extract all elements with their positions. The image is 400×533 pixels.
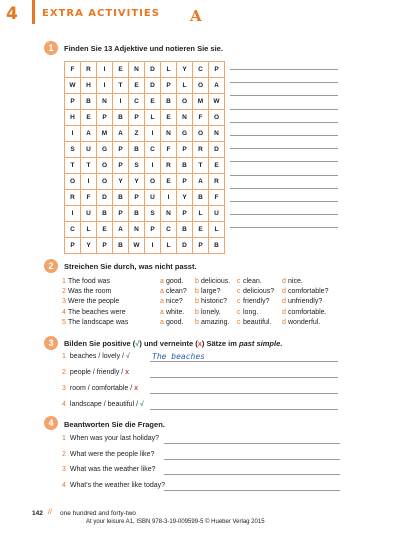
grid-cell: O [193, 78, 209, 94]
grid-cell: P [129, 190, 145, 206]
option-b[interactable]: delicious. [201, 278, 231, 285]
grid-cell: O [145, 174, 161, 190]
grid-cell: R [193, 142, 209, 158]
tick-mark: √ [125, 353, 130, 360]
grid-cell: P [129, 110, 145, 126]
grid-cell: E [161, 110, 177, 126]
grid-cell: B [113, 238, 129, 254]
grid-cell: N [209, 126, 225, 142]
footer-separator: // [48, 509, 52, 516]
handwritten-answer: The beaches [152, 352, 205, 361]
exercise-3-item [62, 369, 129, 376]
option-letter: c [237, 298, 241, 306]
option-d[interactable]: wonderful. [288, 318, 321, 326]
grid-row [65, 158, 225, 174]
grid-cell: B [129, 142, 145, 158]
grid-cell: F [193, 110, 209, 126]
exercise-4-instruction: Beantworten Sie die Fragen. [64, 420, 165, 429]
grid-cell: N [177, 110, 193, 126]
grid-cell: U [209, 206, 225, 222]
option-letter: a [160, 318, 164, 326]
grid-cell: B [209, 238, 225, 254]
option-a[interactable]: white. [166, 308, 185, 316]
item-number: 1 [62, 435, 66, 442]
answer-line[interactable] [230, 82, 338, 83]
grid-cell: E [129, 78, 145, 94]
item-number: 5 [62, 318, 66, 326]
grid-cell: A [81, 126, 97, 142]
option-letter: c [237, 288, 241, 296]
grid-cell: N [161, 126, 177, 142]
question-item [62, 435, 159, 442]
grid-cell: L [161, 238, 177, 254]
grid-cell: P [97, 238, 113, 254]
grid-cell: W [65, 78, 81, 94]
exercise-3-item [62, 401, 144, 408]
grid-cell: O [65, 174, 81, 190]
grid-cell: D [177, 238, 193, 254]
answer-line[interactable] [230, 188, 338, 189]
grid-cell: R [161, 158, 177, 174]
grid-cell: O [97, 158, 113, 174]
answer-line[interactable] [230, 122, 338, 123]
item-prompt: people / friendly / [69, 369, 126, 376]
option-b[interactable]: amazing. [201, 318, 230, 326]
grid-cell: U [145, 190, 161, 206]
grid-cell: I [145, 158, 161, 174]
item-number: 1 [62, 353, 66, 360]
question-item [62, 482, 165, 489]
answer-line[interactable] [150, 409, 338, 410]
grid-cell: H [65, 110, 81, 126]
exercise-number-3: 3 [44, 336, 58, 350]
grid-cell: P [209, 62, 225, 78]
grid-cell: I [145, 126, 161, 142]
copyright-line: At your leisure A1, ISBN 978-3-19-009599-5 © Hueber Verlag 2015 [86, 519, 265, 525]
grid-cell: N [161, 206, 177, 222]
answer-line[interactable] [230, 109, 338, 110]
option-b[interactable]: historic? [201, 298, 228, 306]
grid-cell: Y [81, 238, 97, 254]
item-text: Were the people [68, 298, 120, 306]
grid-cell: C [65, 222, 81, 238]
grid-cell: Y [129, 174, 145, 190]
grid-cell: F [81, 190, 97, 206]
grid-cell: E [81, 110, 97, 126]
grid-row [65, 222, 225, 238]
grid-cell: E [161, 174, 177, 190]
item-number: 4 [62, 481, 66, 489]
exercise-1-instruction: Finden Sie 13 Adjektive und notieren Sie sie. [64, 44, 223, 53]
exercise-3-item [62, 353, 130, 360]
cross-mark: x [125, 369, 130, 376]
answer-line[interactable] [164, 474, 340, 475]
grid-cell: B [177, 158, 193, 174]
answer-line[interactable] [230, 201, 338, 202]
item-prompt: landscape / beautiful / [69, 401, 140, 408]
option-c[interactable]: long. [243, 308, 259, 316]
question-text: What was the weather like? [69, 466, 156, 473]
grid-cell: E [113, 62, 129, 78]
grid-cell: N [129, 222, 145, 238]
grid-cell: F [161, 142, 177, 158]
grid-cell: U [81, 206, 97, 222]
grid-cell: D [209, 142, 225, 158]
option-b[interactable]: large? [201, 288, 221, 296]
item-prompt: beaches / lovely / [69, 353, 126, 360]
grid-row [65, 174, 225, 190]
grid-cell: H [81, 78, 97, 94]
grid-cell: I [145, 238, 161, 254]
grid-cell: E [209, 158, 225, 174]
option-letter: b [195, 298, 199, 306]
grid-cell: E [193, 222, 209, 238]
option-letter: d [282, 308, 286, 316]
grid-cell: I [97, 78, 113, 94]
answer-line[interactable] [230, 95, 338, 96]
answer-line[interactable] [150, 393, 338, 394]
grid-cell: B [177, 222, 193, 238]
exercise-number-4: 4 [44, 416, 58, 430]
item-number: 2 [62, 450, 66, 458]
grid-cell: P [97, 110, 113, 126]
cross-symbol: x [197, 339, 202, 348]
answer-line[interactable] [230, 175, 338, 176]
grid-cell: Y [177, 62, 193, 78]
grid-cell: B [81, 94, 97, 110]
grid-cell: P [113, 142, 129, 158]
grid-cell: E [97, 222, 113, 238]
grid-row [65, 238, 225, 254]
page-number-words: one hundred and forty-two [60, 510, 136, 517]
answer-line[interactable] [230, 135, 338, 136]
tick-symbol: √ [135, 339, 140, 348]
item-text: The beaches were [68, 308, 126, 316]
grid-cell: L [193, 206, 209, 222]
option-c[interactable]: friendly? [243, 298, 270, 306]
grid-cell: L [81, 222, 97, 238]
grid-cell: G [177, 126, 193, 142]
grid-cell: C [161, 222, 177, 238]
grid-cell: P [177, 174, 193, 190]
grid-cell: I [65, 206, 81, 222]
grid-cell: A [113, 222, 129, 238]
grid-row [65, 78, 225, 94]
grid-cell: L [161, 62, 177, 78]
item-number: 1 [62, 278, 66, 285]
option-letter: d [282, 298, 286, 306]
grid-cell: A [209, 78, 225, 94]
grid-cell: C [129, 94, 145, 110]
grid-cell: B [193, 190, 209, 206]
option-d[interactable]: unfriendly? [288, 298, 323, 306]
grid-cell: O [97, 174, 113, 190]
grid-row [65, 126, 225, 142]
grid-cell: C [193, 62, 209, 78]
grid-cell: F [65, 62, 81, 78]
grid-cell: I [97, 62, 113, 78]
answer-line[interactable] [164, 490, 340, 491]
option-letter: c [237, 278, 241, 285]
option-a[interactable]: good. [166, 318, 184, 326]
exercise-3-instruction: Bilden Sie positive (√) und verneinte (x) Sätze im past simple. [64, 339, 283, 348]
exercise-3-item [62, 385, 138, 392]
grid-cell: D [145, 78, 161, 94]
item-number: 3 [62, 385, 66, 392]
answer-line[interactable] [230, 69, 338, 70]
grid-cell: Z [129, 126, 145, 142]
grid-cell: R [209, 174, 225, 190]
grid-cell: P [113, 158, 129, 174]
option-letter: a [160, 278, 164, 285]
grid-cell: P [177, 142, 193, 158]
option-c[interactable]: beautiful. [243, 318, 272, 326]
grid-cell: O [209, 110, 225, 126]
grid-cell: R [65, 190, 81, 206]
page-number: 142 [32, 510, 43, 517]
grid-cell: P [113, 206, 129, 222]
grid-cell: E [145, 94, 161, 110]
grid-cell: Y [113, 174, 129, 190]
exercise-2-instruction: Streichen Sie durch, was nicht passt. [64, 262, 197, 271]
grid-cell: L [145, 110, 161, 126]
grid-cell: O [193, 126, 209, 142]
grid-cell: W [209, 94, 225, 110]
answer-line[interactable] [150, 361, 338, 362]
unit-number: 4 [6, 4, 18, 24]
question-item [62, 451, 154, 458]
grid-cell: F [209, 190, 225, 206]
grid-cell: G [97, 142, 113, 158]
grid-cell: N [129, 62, 145, 78]
option-letter: d [282, 318, 286, 326]
grid-cell: R [81, 62, 97, 78]
question-text: What's the weather like today? [69, 481, 166, 489]
grid-cell: S [145, 206, 161, 222]
grid-row [65, 110, 225, 126]
grid-cell: T [113, 78, 129, 94]
grid-cell: T [81, 158, 97, 174]
grid-cell: Y [177, 190, 193, 206]
option-c[interactable]: delicious? [243, 288, 275, 296]
grid-row [65, 206, 225, 222]
option-d[interactable]: comfortable. [288, 308, 327, 316]
answer-line[interactable] [230, 148, 338, 149]
grid-cell: B [113, 190, 129, 206]
option-a[interactable]: good. [166, 278, 184, 285]
option-letter: d [282, 278, 286, 285]
grid-row [65, 62, 225, 78]
grid-cell: B [161, 94, 177, 110]
answer-line[interactable] [164, 443, 340, 444]
answer-line[interactable] [164, 459, 340, 460]
grid-cell: I [81, 174, 97, 190]
option-letter: d [282, 288, 286, 296]
grid-cell: S [65, 142, 81, 158]
header-divider [32, 0, 35, 24]
grid-cell: M [97, 126, 113, 142]
word-search-grid [64, 61, 225, 254]
item-text: Was the room [68, 288, 112, 296]
question-text: What were the people like? [69, 450, 155, 458]
page-title: EXTRA ACTIVITIES [42, 8, 160, 19]
answer-line[interactable] [230, 214, 338, 215]
item-text: The landscape was [68, 318, 129, 326]
grid-cell: L [177, 78, 193, 94]
answer-line[interactable] [230, 161, 338, 162]
grid-row [65, 190, 225, 206]
grid-cell: C [145, 142, 161, 158]
option-letter: a [160, 308, 164, 316]
grid-cell: T [65, 158, 81, 174]
exercise-number-1: 1 [44, 41, 58, 55]
option-letter: b [195, 318, 199, 326]
grid-cell: W [129, 238, 145, 254]
grid-cell: O [177, 94, 193, 110]
grid-cell: D [97, 190, 113, 206]
answer-line[interactable] [230, 227, 338, 228]
option-d[interactable]: nice. [288, 278, 303, 285]
grid-cell: B [129, 206, 145, 222]
grid-cell: T [193, 158, 209, 174]
item-prompt: room / comfortable / [69, 385, 135, 392]
grid-cell: B [97, 206, 113, 222]
option-letter: b [195, 278, 199, 285]
grid-cell: U [81, 142, 97, 158]
question-item [62, 466, 156, 473]
item-number: 3 [62, 466, 66, 473]
grid-cell: P [145, 222, 161, 238]
grid-cell: L [209, 222, 225, 238]
grid-cell: A [113, 126, 129, 142]
section-letter: A [190, 7, 202, 25]
answer-line[interactable] [150, 377, 338, 378]
grid-cell: A [193, 174, 209, 190]
item-number: 4 [62, 401, 66, 408]
grid-cell: S [129, 158, 145, 174]
item-number: 2 [62, 369, 66, 376]
item-number: 4 [62, 308, 66, 316]
grid-cell: N [97, 94, 113, 110]
grid-cell: P [193, 238, 209, 254]
tick-mark: √ [139, 401, 144, 408]
option-letter: b [195, 308, 199, 316]
item-number: 3 [62, 298, 66, 306]
question-text: When was your last holiday? [69, 435, 160, 442]
grid-cell: P [161, 78, 177, 94]
option-letter: a [160, 288, 164, 296]
grid-row [65, 142, 225, 158]
option-letter: c [237, 318, 241, 326]
grid-cell: P [177, 206, 193, 222]
grid-cell: P [65, 238, 81, 254]
grid-cell: I [161, 190, 177, 206]
option-d[interactable]: comfortable? [288, 288, 329, 296]
item-number: 2 [62, 288, 66, 296]
grid-cell: D [145, 62, 161, 78]
option-a[interactable]: nice? [166, 298, 183, 306]
grid-cell: P [65, 94, 81, 110]
option-c[interactable]: clean. [243, 278, 262, 285]
option-b[interactable]: lonely. [201, 308, 221, 316]
grid-cell: I [65, 126, 81, 142]
exercise-number-2: 2 [44, 259, 58, 273]
option-a[interactable]: clean? [166, 288, 187, 296]
grid-cell: M [193, 94, 209, 110]
option-letter: b [195, 288, 199, 296]
item-text: The food was [68, 278, 111, 285]
cross-mark: x [134, 385, 139, 392]
grid-cell: I [113, 94, 129, 110]
option-letter: c [237, 308, 241, 316]
grid-row [65, 94, 225, 110]
grid-cell: B [113, 110, 129, 126]
option-letter: a [160, 298, 164, 306]
